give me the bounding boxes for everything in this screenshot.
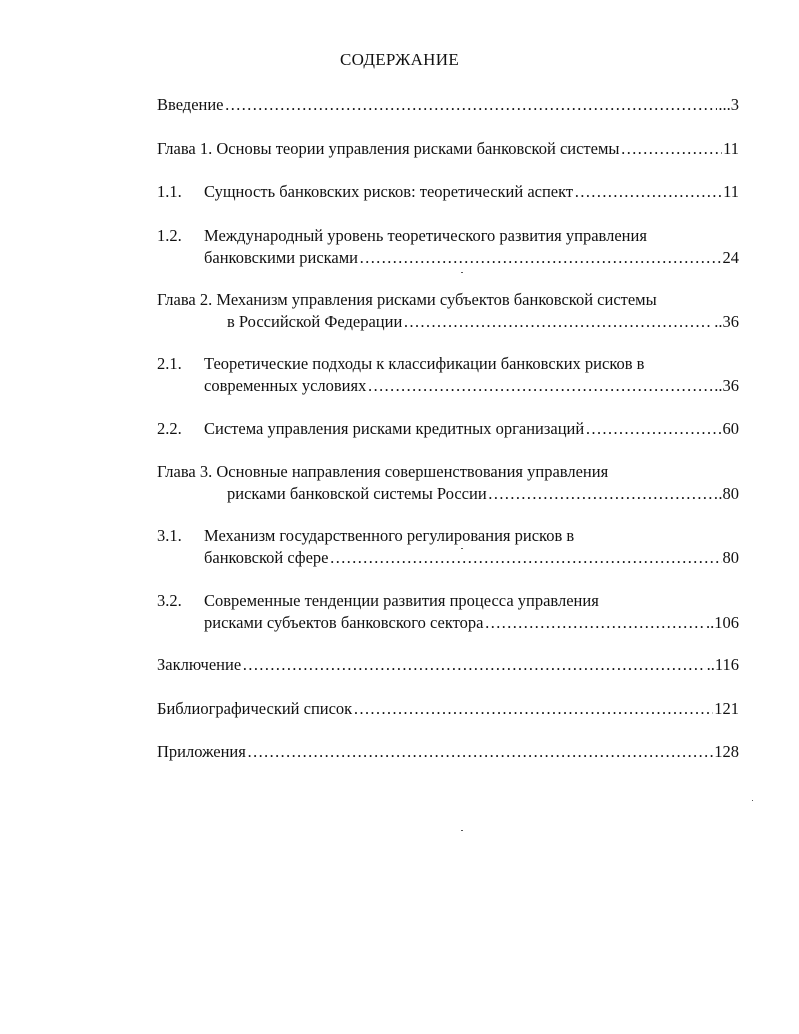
toc-entry-section-2-2[interactable] (157, 418, 739, 440)
toc-page-number: ..116 (706, 655, 739, 674)
leader-dots (242, 654, 705, 676)
toc-entry-text: Приложения (157, 742, 246, 761)
page-title: СОДЕРЖАНИЕ (339, 50, 460, 69)
toc-entry-text-line-1: Механизм государственного регулирования рисков в (204, 526, 575, 545)
scan-speck (461, 272, 463, 273)
toc-entry-intro[interactable] (157, 94, 739, 116)
toc-page-number: 11 (723, 139, 739, 158)
toc-page-number: 121 (714, 699, 739, 718)
toc-entry-chapter-1[interactable] (157, 138, 739, 160)
toc-page-number: ..106 (706, 613, 739, 632)
scan-speck (461, 830, 463, 831)
scan-speck (461, 548, 463, 549)
toc-entry-text: Заключение (157, 655, 242, 674)
toc-entry-section-3-2[interactable] (157, 590, 739, 634)
toc-entry-conclusion[interactable] (157, 654, 739, 676)
leader-dots (574, 181, 722, 203)
toc-entry-chapter-3[interactable] (157, 461, 739, 505)
toc-entry-appendix[interactable] (157, 741, 739, 763)
toc-page-number: ..36 (714, 312, 739, 331)
toc-entry-text: Библиографический список (157, 699, 353, 718)
leader-dots (247, 741, 713, 763)
toc-entry-section-1-2[interactable] (157, 225, 739, 269)
leader-dots (330, 547, 722, 569)
toc-entry-text-line-2: рисками субъектов банковского сектора (204, 613, 484, 632)
toc-entry-text: Система управления рисками кредитных организаций (204, 419, 585, 438)
leader-dots (585, 418, 721, 440)
toc-entry-text-line-1: Международный уровень теоретического развития управления (204, 226, 647, 245)
toc-page-number: ..36 (714, 376, 739, 395)
toc-entry-section-2-1[interactable] (157, 353, 739, 397)
section-number: 1.2. (157, 226, 182, 245)
toc-page-number: 60 (722, 419, 739, 438)
leader-dots (359, 247, 721, 269)
leader-dots (225, 94, 718, 116)
toc-page-number: 80 (722, 548, 739, 567)
toc-page-number: 24 (722, 248, 739, 267)
section-number: 1.1. (157, 182, 182, 201)
toc-entry-bibliography[interactable] (157, 698, 739, 720)
toc-entry-text-line-2: банковской сфере (204, 548, 329, 567)
toc-entry-text-line-1: Теоретические подходы к классификации банковских рисков в (204, 354, 645, 373)
toc-page-number: 11 (723, 182, 739, 201)
section-number: 3.2. (157, 591, 182, 610)
toc-page-number: .80 (718, 484, 739, 503)
section-number: 2.2. (157, 419, 182, 438)
toc-entry-text: Введение (157, 95, 224, 114)
toc-entry-text-line-1: Глава 2. Механизм управления рисками субъектов банковской системы (157, 290, 657, 309)
toc-entry-text-line-2: банковскими рисками (204, 248, 359, 267)
leader-dots (403, 311, 713, 333)
toc-entry-chapter-2[interactable] (157, 289, 739, 333)
toc-entry-text-line-2: современных условиях (204, 376, 367, 395)
leader-dots (620, 138, 722, 160)
toc-entry-text-line-2: рисками банковской системы России (227, 484, 487, 503)
toc-entry-text-line-1: Глава 3. Основные направления совершенствования управления (157, 462, 609, 481)
toc-entry-text-line-2: в Российской Федерации (227, 312, 403, 331)
leader-dots (484, 612, 705, 634)
scan-speck (752, 800, 753, 801)
section-number: 2.1. (157, 354, 182, 373)
section-number: 3.1. (157, 526, 182, 545)
leader-dots (353, 698, 713, 720)
toc-page-number: ...3 (718, 95, 739, 114)
toc-entry-section-3-1[interactable] (157, 525, 739, 569)
toc-entry-text: Сущность банковских рисков: теоретический аспект (204, 182, 574, 201)
toc-entry-text-line-1: Современные тенденции развития процесса управления (204, 591, 599, 610)
toc-entry-text: Глава 1. Основы теории управления рисками банковской системы (157, 139, 620, 158)
leader-dots (488, 483, 718, 505)
toc-page-number: 128 (714, 742, 739, 761)
leader-dots (367, 375, 713, 397)
toc-entry-section-1-1[interactable] (157, 181, 739, 203)
